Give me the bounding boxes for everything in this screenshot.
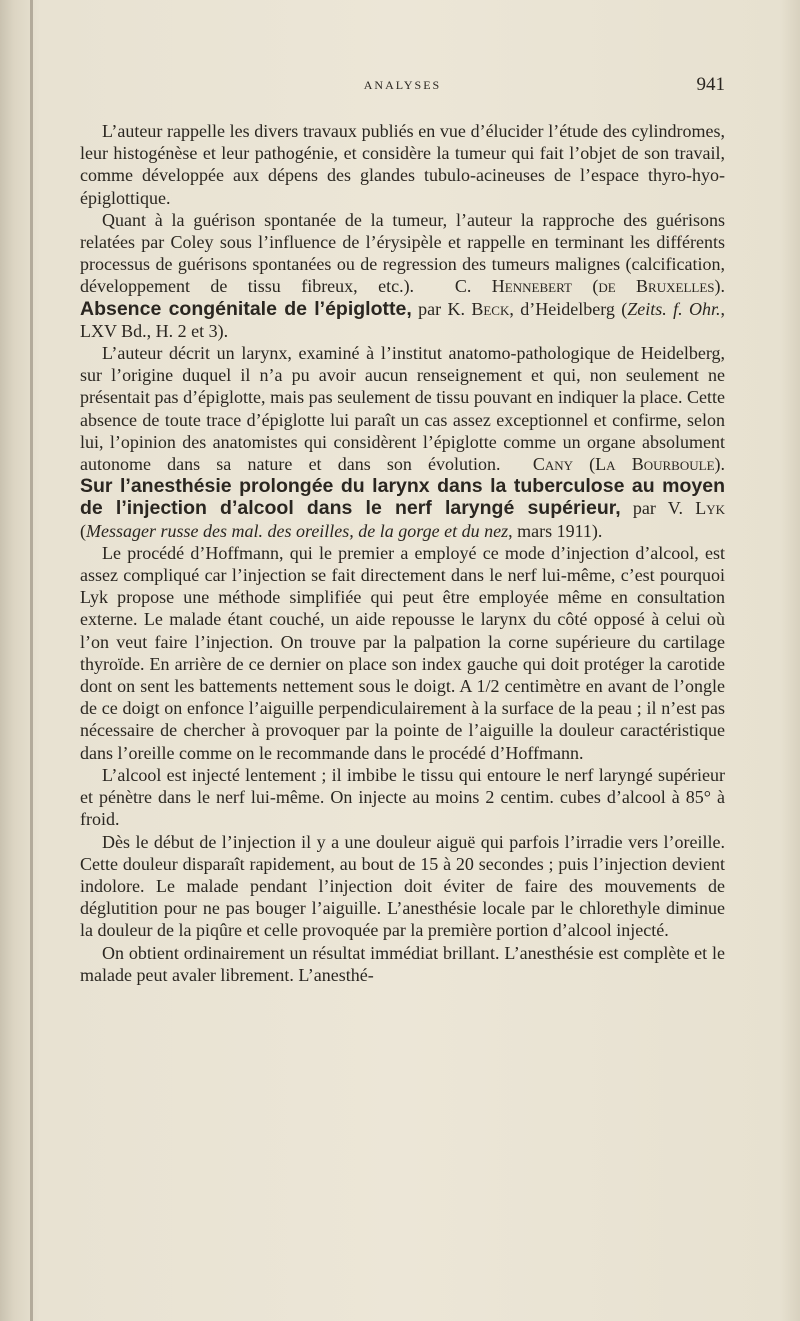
article2-paragraph-1-text: L’auteur décrit un larynx, examiné à l’institut anatomo-pathologique de Heidelberg, sur l’origine duquel il n’a pu avoir aucun renseignement et qui, non seulement ne présentait pas d’épiglotte, mais pas seulement de tissu pouvant en indiquer la place. Cette absence de toute trace d’épiglotte lui paraît un cas assez exceptionnel et confirme, selon lui, l’opinion des anatomistes qui considèrent l’épiglotte comme un organe absolument autonome dans sa nature et dans son évolution. bbox=[80, 343, 725, 475]
body-text bbox=[80, 120, 725, 986]
article2-journal: Zeits. f. Ohr. bbox=[627, 298, 721, 319]
article3-by: par V. bbox=[620, 498, 696, 519]
article3-citation: , mars 1911). bbox=[508, 520, 603, 541]
page-number: 941 bbox=[696, 74, 725, 95]
article1-paragraph-2 bbox=[80, 209, 725, 298]
article2-by: par bbox=[411, 298, 448, 319]
article3-paragraph-4: On obtient ordinairement un résultat immédiat brillant. L’anesthésie est complète et le malade peut avaler librement. L’anesthé- bbox=[80, 942, 725, 985]
article1-paragraph-2-text: Quant à la guérison spontanée de la tumeur, l’auteur la rapproche des guérisons relatées par Coley sous l’influence de l’érysipèle et rappelle en terminant les différents processus de guérisons spontanées ou de regression des tumeurs malignes (calcification, développement de tissu fibreux, etc.). bbox=[80, 209, 725, 297]
page-header bbox=[80, 74, 725, 100]
article2-author: K. Beck bbox=[447, 298, 510, 319]
article3-paragraph-3: Dès le début de l’injection il y a une douleur aiguë qui parfois l’irradie vers l’oreille. Cette douleur disparaît rapidement, au bout de 15 à 20 secondes ; puis l’injection devient indolore. Le malade pendant l’injection doit éviter de faire des mouvements de déglutition pour ne pas bouger l’aiguille. L’anesthésie locale par le chlorethyle diminue la douleur de la piqûre et celle provoquée par la première portion d’alcool injecté. bbox=[80, 831, 725, 941]
binding-shadow bbox=[30, 0, 33, 1321]
article2-author-place: , d’Heidelberg ( bbox=[509, 298, 628, 319]
running-head: ANALYSES bbox=[363, 78, 442, 92]
article3-title: Sur l’anesthésie prolongée du larynx dans la tuberculose au moyen de l’injection d’alcool dans le nerf laryngé supérieur, bbox=[80, 475, 725, 520]
article3-author: Lyk bbox=[695, 498, 725, 519]
article3-paragraph-1: Le procédé d’Hoffmann, qui le premier a employé ce mode d’injection d’alcool, est assez compliqué car l’injection se fait directement dans le nerf lui-même, c’est pourquoi Lyk propose une méthode simplifiée qui peut être employée même en consultation externe. Le malade étant couché, un aide repousse le larynx du côté opposé à celui où l’on veut faire l’injection. On trouve par la palpation la corne supérieure du cartilage thyroïde. En arrière de ce dernier on place son index gauche qui doit protéger la carotide dont on sent les battements nettement sous le doigt. A 1/2 centimètre en avant de l’ongle de ce doigt on enfonce l’aiguille perpendiculairement à la surface de la peau ; il n’est pas nécessaire de chercher à provoquer par la pointe de l’aiguille la douleur caractéristique dans l’oreille comme on le recommande dans le procédé d’Hoffmann. bbox=[80, 542, 725, 763]
article3-open: ( bbox=[80, 520, 86, 541]
article2-title: Absence congénitale de l’épiglotte, bbox=[80, 297, 412, 320]
article2-heading bbox=[80, 298, 725, 342]
article3-journal: Messager russe des mal. des oreilles, de la gorge et du nez bbox=[86, 520, 509, 541]
article2-paragraph-1 bbox=[80, 342, 725, 475]
article1-signature: C. Hennebert (de Bruxelles). bbox=[454, 276, 725, 297]
article2-citation: , LXV Bd., H. 2 et 3). bbox=[80, 298, 725, 341]
article1-paragraph-1: L’auteur rappelle les divers travaux publiés en vue d’élucider l’étude des cylindromes, leur histogénèse et leur pathogénie, et considère la tumeur qui fait l’objet de son travail, comme développée aux dépens des glandes tubulo-acineuses de l’espace thyro-hyo-épiglottique. bbox=[80, 121, 725, 208]
article2-signature: Cany (La Bourboule). bbox=[532, 454, 725, 475]
article3-paragraph-2: L’alcool est injecté lentement ; il imbibe le tissu qui entoure le nerf laryngé supérieur et pénètre dans le nerf lui-même. On injecte au moins 2 centim. cubes d’alcool à 85° à froid. bbox=[80, 764, 725, 830]
article3-heading bbox=[80, 475, 725, 542]
